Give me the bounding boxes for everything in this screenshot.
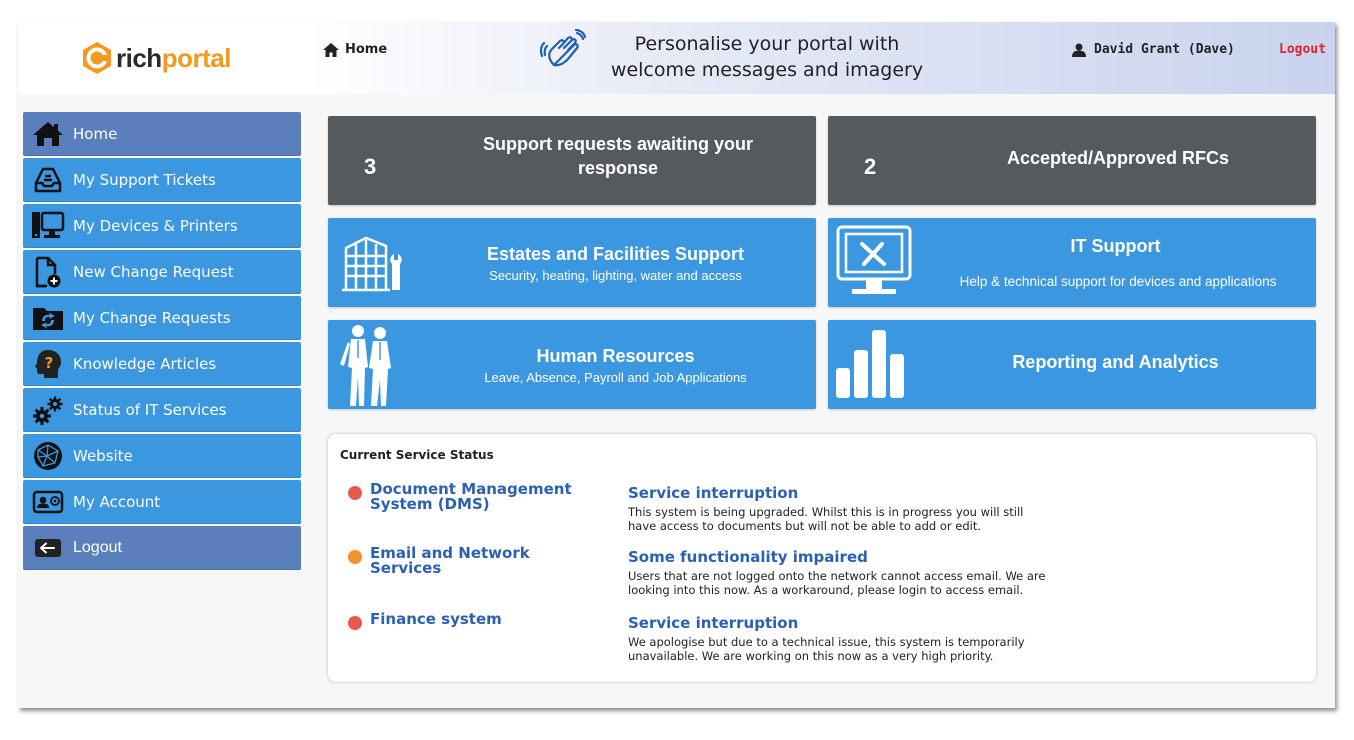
ticket-tray-icon (27, 158, 69, 202)
status-dot-icon (348, 550, 362, 564)
sidebar-item-label: My Change Requests (73, 309, 231, 327)
service-description-line-1: We apologise but due to a technical issue, this system is temporarily (628, 635, 1025, 649)
support-requests-title (438, 132, 798, 180)
service-name[interactable] (370, 612, 590, 627)
service-name-line-1: Finance system (370, 610, 502, 628)
sidebar-item-support-tickets[interactable] (23, 158, 301, 202)
service-description (628, 505, 1128, 533)
service-name[interactable] (370, 546, 590, 576)
id-card-icon (27, 480, 69, 524)
question-head-icon (27, 342, 69, 386)
service-status-label: Service interruption (628, 484, 799, 502)
welcome-message (592, 31, 942, 83)
support-requests-count: 3 (364, 154, 377, 179)
reporting-title: Reporting and Analytics (1012, 352, 1219, 372)
header-home-link[interactable] (323, 42, 387, 57)
hr-title: Human Resources (536, 346, 695, 366)
logo-text-rich: rich (116, 42, 162, 73)
house-icon (27, 112, 69, 156)
service-status-label: Service interruption (628, 614, 799, 632)
sidebar-item-label: My Devices & Printers (73, 217, 238, 235)
sidebar-item-status-it-services[interactable] (23, 388, 301, 432)
tile-accepted-rfcs[interactable] (828, 116, 1316, 205)
hr-subtitle: Leave, Absence, Payroll and Job Applications (484, 370, 747, 385)
header-home-label: Home (345, 42, 388, 57)
service-status-heading: Current Service Status (340, 448, 494, 462)
building-wrench-icon (340, 232, 410, 292)
computer-icon (27, 204, 69, 248)
sidebar-nav (23, 112, 301, 572)
sidebar-item-my-change-requests[interactable] (23, 296, 301, 340)
portal-window (18, 22, 1335, 708)
user-name: David Grant (Dave) (1094, 42, 1235, 57)
service-description-line-2: have access to documents but will not be able to add or edit. (628, 519, 981, 533)
richportal-logo[interactable] (80, 41, 231, 75)
tile-estates-facilities[interactable] (328, 218, 816, 307)
sidebar-item-devices-printers[interactable] (23, 204, 301, 248)
user-profile[interactable] (1072, 42, 1235, 57)
header-logout-link[interactable]: Logout (1279, 42, 1326, 57)
tile-it-support[interactable] (828, 218, 1316, 307)
waving-hand-icon (540, 29, 586, 73)
sidebar-item-website[interactable] (23, 434, 301, 478)
sidebar-item-home[interactable] (23, 112, 301, 156)
it-support-title: IT Support (1070, 236, 1161, 256)
service-name[interactable] (370, 482, 590, 512)
sidebar-item-new-change-request[interactable] (23, 250, 301, 294)
back-arrow-icon (27, 526, 69, 570)
header-bar (18, 22, 1335, 94)
sidebar-item-label: Knowledge Articles (73, 355, 217, 373)
service-name-line-2: Services (370, 559, 442, 577)
house-icon (323, 43, 339, 57)
people-walking-icon (338, 322, 398, 408)
service-description-line-1: Users that are not logged onto the network cannot access email. We are (628, 569, 1046, 583)
monitor-tools-icon (834, 224, 914, 298)
sidebar-item-label: Home (73, 125, 118, 143)
service-description-line-2: unavailable. We are working on this now as a very high priority. (628, 649, 994, 663)
sidebar-item-knowledge-articles[interactable] (23, 342, 301, 386)
service-name-line-2: System (DMS) (370, 495, 490, 513)
service-description (628, 569, 1128, 597)
sidebar-item-logout[interactable] (23, 526, 301, 570)
sidebar-item-label: Website (73, 447, 133, 465)
service-status-label: Some functionality impaired (628, 548, 868, 566)
sidebar-item-label: My Account (73, 493, 161, 511)
support-requests-title-line-2: response (577, 158, 659, 178)
welcome-line-1: Personalise your portal with (634, 33, 900, 55)
sidebar-item-label: New Change Request (73, 263, 234, 281)
support-requests-title-line-1: Support requests awaiting your (482, 134, 754, 154)
logo-text-portal: portal (161, 42, 231, 73)
sidebar-item-my-account[interactable] (23, 480, 301, 524)
it-support-subtitle: Help & technical support for devices and applications (959, 274, 1277, 289)
rfcs-title: Accepted/Approved RFCs (1006, 148, 1230, 168)
logo-hexagon-icon (80, 41, 114, 75)
welcome-line-2: welcome messages and imagery (610, 59, 924, 81)
service-description (628, 635, 1128, 663)
new-document-icon (27, 250, 69, 294)
status-dot-icon (348, 616, 362, 630)
sidebar-item-label: My Support Tickets (73, 171, 216, 189)
folder-sync-icon (27, 296, 69, 340)
globe-icon (27, 434, 69, 478)
service-description-line-1: This system is being upgraded. Whilst this is in progress you will still (628, 505, 1024, 519)
service-description-line-2: looking into this now. As a workaround, please login to access email. (628, 583, 1024, 597)
service-name-line-1: Email and Network (370, 544, 530, 562)
tile-human-resources[interactable] (328, 320, 816, 409)
estates-subtitle: Security, heating, lighting, water and access (489, 268, 742, 283)
sidebar-item-label: Status of IT Services (73, 401, 227, 419)
service-name-line-1: Document Management (370, 480, 572, 498)
service-status-panel (328, 434, 1316, 682)
svg-text:?: ? (44, 354, 54, 372)
estates-title: Estates and Facilities Support (486, 244, 745, 264)
gears-icon (27, 388, 69, 432)
bar-chart-icon (834, 328, 914, 400)
rfcs-count: 2 (864, 154, 877, 179)
status-dot-icon (348, 486, 362, 500)
tile-support-requests[interactable] (328, 116, 816, 205)
sidebar-item-label: Logout (73, 539, 122, 556)
tile-reporting-analytics[interactable] (828, 320, 1316, 409)
user-icon (1072, 43, 1086, 57)
